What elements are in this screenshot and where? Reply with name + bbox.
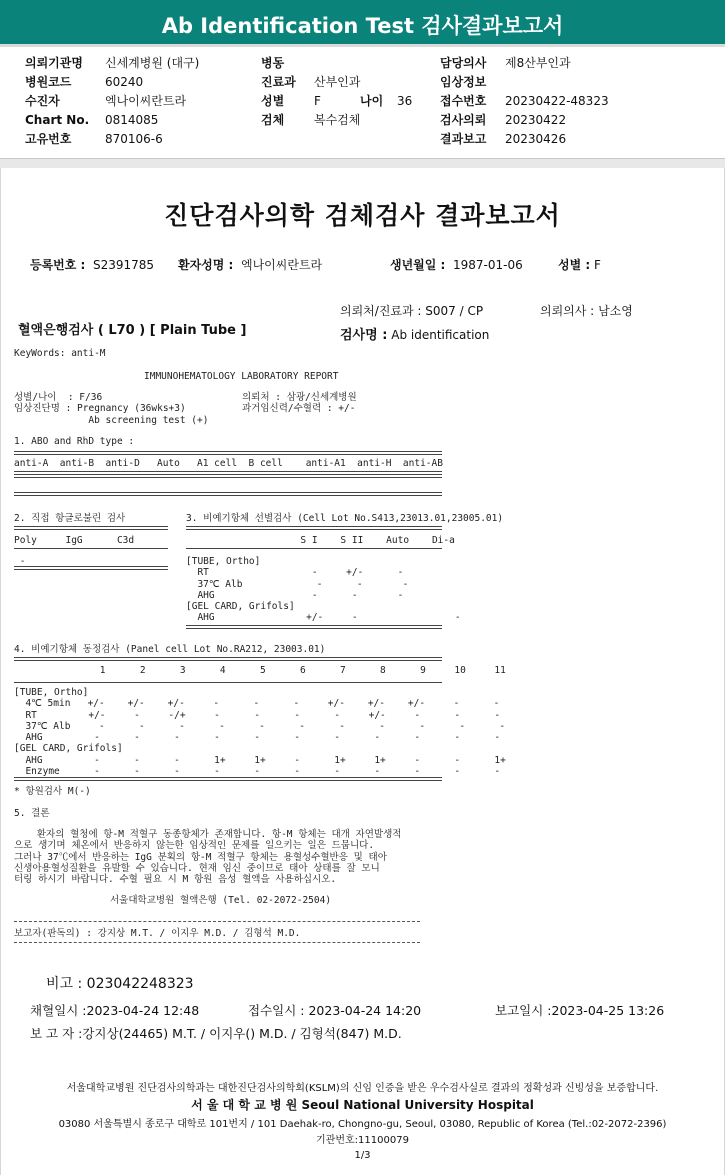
note-label: 비고 : <box>46 976 83 992</box>
sex-value: F <box>314 94 321 108</box>
doctor-value: 제8산부인과 <box>505 56 571 70</box>
section4-header: 1 2 3 4 5 6 7 8 9 10 11 <box>14 665 506 676</box>
reporters-rule-bottom <box>14 942 420 943</box>
institution-label: 의뢰기관명 <box>25 56 83 70</box>
collected-label: 채혈일시 : <box>30 1003 87 1018</box>
keywords: KeyWords: anti-M <box>14 348 106 359</box>
examinee-label: 수진자 <box>25 94 60 108</box>
age-label: 나이 <box>360 94 384 108</box>
test-name-value: Ab identification <box>391 328 490 342</box>
test-name-label: 검사명 : <box>340 328 388 343</box>
specimen-label: 검체 <box>261 113 285 127</box>
ref-doctor-value: 남소영 <box>598 304 633 318</box>
section1-rule-bottom <box>14 492 442 496</box>
section2-rule-bottom <box>14 566 168 570</box>
dept-label: 진료과 <box>261 75 296 89</box>
reporter-value: 강지상(24465) M.T. / 이지우() M.D. / 김형석(847) M.D. <box>82 1026 402 1041</box>
unique-label: 고유번호 <box>25 132 72 146</box>
name-value: 엑나이씨란트라 <box>241 258 323 272</box>
hospital-code-value: 60240 <box>105 75 144 89</box>
reported-row <box>495 1001 664 1019</box>
section4-rule-bottom <box>14 777 442 781</box>
lab-title: IMMUNOHEMATOLOGY LABORATORY REPORT <box>144 371 339 382</box>
section1-rule-sub <box>14 477 442 478</box>
section3-rule-mid <box>186 548 442 549</box>
report-banner <box>0 0 725 47</box>
patient-sex-label: 성별 : <box>558 258 591 272</box>
reporters: 보고자(판독의) : 강지상 M.T. / 이지우 M.D. / 김형석 M.D. <box>14 928 301 939</box>
received-row <box>248 1001 421 1019</box>
reg-label: 등록번호 : <box>30 258 86 272</box>
section3-title: 3. 비예기항체 선별검사 (Cell Lot No.S413,23013.01,23005.01) <box>186 513 504 524</box>
referrer-value: S007 / CP <box>425 304 484 318</box>
section3-header: S I S II Auto Di-a <box>186 535 455 546</box>
meta-left: 성별/나이 : F/36 임상진단명 : Pregnancy (36wks+3) Ab screening test (+) <box>14 392 209 426</box>
received-value: 2023-04-24 14:20 <box>308 1003 422 1018</box>
chart-label: Chart No. <box>25 113 90 127</box>
referrer-label: 의뢰처/진료과 : <box>340 304 422 318</box>
dob-label: 생년월일 : <box>390 258 446 272</box>
chart-value: 0814085 <box>105 113 159 127</box>
request-info <box>0 54 725 154</box>
reception-value: 20230422-48323 <box>505 94 609 108</box>
received-label: 접수일시 : <box>248 1003 305 1018</box>
reporter-label: 보 고 자 : <box>30 1026 83 1041</box>
referrer-group <box>340 302 483 319</box>
reporters-rule-top <box>14 921 420 922</box>
section1-rule-mid <box>14 471 442 475</box>
reported-value: 2023-04-25 13:26 <box>551 1003 665 1018</box>
section1-header: anti-A anti-B anti-D Auto A1 cell B cell anti-A1 anti-H anti-AB <box>14 458 443 469</box>
collected-value: 2023-04-24 12:48 <box>86 1003 200 1018</box>
reception-label: 접수번호 <box>440 94 487 108</box>
age-value: 36 <box>397 94 413 108</box>
section4-body: [TUBE, Ortho] 4℃ 5min +/- +/- +/- - - - +/- +/- +/- - - RT +/- - -/+ - - - - +/- - - - 37℃ Alb - - - - - - - - - - - AHG - - - - - - - - - - - [GEL CARD, Grifols] AHG - - - 1+ 1+ - 1+ 1+ - - 1+ Enzyme - - - - - - - - - - - <box>14 687 506 778</box>
unique-value: 870106-6 <box>105 132 163 146</box>
result-label: 결과보고 <box>440 132 487 146</box>
test-title: 혈액은행검사 ( L70 ) [ Plain Tube ] <box>18 323 247 338</box>
test-name-group <box>340 324 489 343</box>
section2-rule-mid <box>14 548 168 549</box>
section3-rule-bottom <box>186 625 442 629</box>
section2-rule-top <box>14 526 168 530</box>
blood-bank: 서울대학교병원 혈액은행 (Tel. 02-2072-2504) <box>110 895 332 906</box>
patient-name-group <box>178 256 322 273</box>
patient-row <box>30 256 154 273</box>
patient-dob-group <box>390 256 523 273</box>
section4-rule-top <box>14 657 442 661</box>
conclusion-text: 환자의 혈청에 항-M 적혈구 동종항체가 존재합니다. 항-M 항체는 대개 자연발생적 으로 생기며 체온에서 반응하지 않는한 임상적인 문제를 일으키는 일은 드뭅니다. 그러나 37℃에서 반응하는 IgG 분획의 항-M 적혈구 항체는 용혈성수혈반응 및 태아 신생아용혈성질환을 유발할 수 있습니다. 현재 임신 중이므로 태아 상태를 잘 모니 터링 하시기 바랍니다. 수혈 필요 시 M 항원 음성 혈액을 사용하십시오. <box>14 829 402 886</box>
section1-title: 1. ABO and RhD type : <box>14 436 135 447</box>
hospital-name: 서 울 대 학 교 병 원 Seoul National University Hospital <box>191 1098 534 1112</box>
left-border <box>0 168 1 1175</box>
note-row <box>46 973 194 993</box>
note-value: 023042248323 <box>86 976 194 992</box>
institution-number: 기관번호:11100079 <box>316 1135 409 1146</box>
banner-title: Ab Identification Test 검사결과보고서 <box>161 14 564 38</box>
ward-label: 병동 <box>261 56 285 70</box>
reg-value: S2391785 <box>93 258 155 272</box>
patient-sex-value: F <box>594 258 601 272</box>
reported-label: 보고일시 : <box>495 1003 552 1018</box>
result-value: 20230426 <box>505 132 567 146</box>
reporter-row <box>30 1024 402 1042</box>
document-title: 진단검사의학 검체검사 결과보고서 <box>164 201 561 230</box>
dept-value: 산부인과 <box>314 75 361 89</box>
section2-header: Poly IgG C3d <box>14 535 135 546</box>
section4-rule-mid <box>14 682 442 683</box>
meta-right: 의뢰처 : 삼광/신세계병원 과거임신력/수혈력 : +/- <box>242 392 357 415</box>
hospital-code-label: 병원코드 <box>25 75 72 89</box>
certification-text: 서울대학교병원 진단검사의학과는 대한진단검사의학회(KSLM)의 신임 인증을 받은 우수검사실로 결과의 정확성과 신빙성을 보증합니다. <box>66 1083 659 1094</box>
clinical-label: 임상정보 <box>440 75 487 89</box>
request-label: 검사의뢰 <box>440 113 487 127</box>
doctor-label: 담당의사 <box>440 56 487 70</box>
collected-row <box>30 1001 199 1019</box>
hospital-address: 03080 서울특별시 종로구 대학로 101번지 / 101 Daehak-ro, Chongno-gu, Seoul, 03080, Republic of Korea (Tel.:02-2072-2396) <box>58 1119 667 1130</box>
section1-rule-top <box>14 451 442 455</box>
institution-value: 신세계병원 (대구) <box>105 56 200 70</box>
section3-body: [TUBE, Ortho] RT - +/- - 37℃ Alb - - - AHG - - - [GEL CARD, Grifols] AHG +/- - - <box>186 556 461 624</box>
ref-doctor-group <box>540 302 633 319</box>
antigen-test: * 항원검사 M(-) <box>14 786 91 797</box>
sex-label: 성별 <box>261 94 285 108</box>
section5-title: 5. 결론 <box>14 808 50 819</box>
section3-rule-top <box>186 526 442 530</box>
examinee-value: 엑나이씨란트라 <box>105 94 187 108</box>
request-value: 20230422 <box>505 113 567 127</box>
name-label: 환자성명 : <box>178 258 234 272</box>
section2-title: 2. 직접 항글로불린 검사 <box>14 513 126 524</box>
ref-doctor-label: 의뢰의사 : <box>540 304 595 318</box>
header-separator <box>0 158 725 168</box>
section2-values: - <box>14 556 26 567</box>
dob-value: 1987-01-06 <box>453 258 523 272</box>
specimen-value: 복수검체 <box>314 113 361 127</box>
page-number: 1/3 <box>354 1150 371 1161</box>
patient-sex-group <box>558 256 601 273</box>
section4-title: 4. 비예기항체 동정검사 (Panel cell Lot No.RA212, 23003.01) <box>14 644 326 655</box>
